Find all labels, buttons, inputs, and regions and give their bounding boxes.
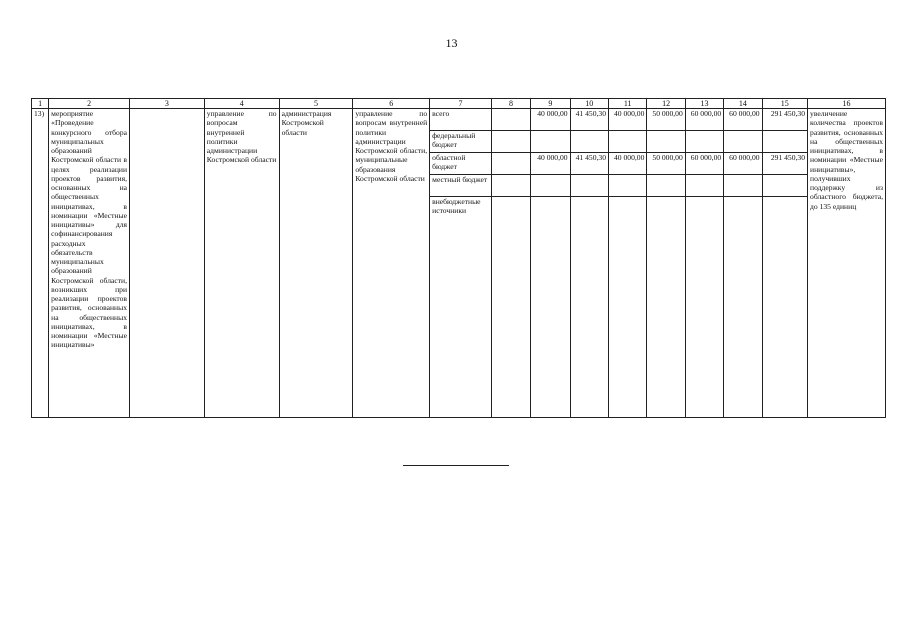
table-row [32, 109, 886, 131]
amount-cell [762, 175, 807, 197]
funding-source: внебюджетные источники [430, 197, 492, 418]
header-cell: 1 [32, 99, 49, 109]
header-cell: 14 [724, 99, 762, 109]
amount-cell [647, 131, 685, 153]
amount-cell [570, 131, 608, 153]
funding-source: федеральный бюджет [430, 131, 492, 153]
co-executor: администрация Костромской области [279, 109, 353, 418]
amount-cell: 291 450,30 [762, 109, 807, 131]
header-cell: 16 [808, 99, 886, 109]
col8-cell [491, 153, 530, 175]
amount-cell: 60 000,00 [724, 109, 762, 131]
header-cell: 2 [49, 99, 130, 109]
header-cell: 12 [647, 99, 685, 109]
funding-table [31, 98, 886, 418]
header-cell: 13 [685, 99, 723, 109]
amount-cell [531, 131, 570, 153]
col3-cell [130, 109, 205, 418]
header-cell: 6 [353, 99, 430, 109]
amount-cell: 291 450,30 [762, 153, 807, 175]
amount-cell: 40 000,00 [531, 153, 570, 175]
amount-cell [647, 175, 685, 197]
header-cell: 4 [204, 99, 279, 109]
expected-result: увеличение количества проектов развития, основанных на общественных инициативах, в номинации «Местные инициативы», получивших поддержку из областного бюджета, до 135 единиц [808, 109, 886, 418]
amount-cell: 41 450,30 [570, 153, 608, 175]
amount-cell [685, 175, 723, 197]
header-cell: 10 [570, 99, 608, 109]
amount-cell: 50 000,00 [647, 109, 685, 131]
col8-cell [491, 197, 530, 418]
amount-cell [570, 175, 608, 197]
amount-cell [608, 197, 646, 418]
row-number: 13) [32, 109, 49, 418]
funds-recipient: управление по вопросам внутренней политики администрации Костромской области, муниципальные образования Костромской области [353, 109, 430, 418]
amount-cell: 60 000,00 [685, 153, 723, 175]
col8-cell [491, 175, 530, 197]
header-cell: 5 [279, 99, 353, 109]
amount-cell: 40 000,00 [608, 153, 646, 175]
amount-cell: 60 000,00 [724, 153, 762, 175]
amount-cell: 50 000,00 [647, 153, 685, 175]
amount-cell [724, 175, 762, 197]
amount-cell [647, 197, 685, 418]
amount-cell [531, 175, 570, 197]
amount-cell [608, 131, 646, 153]
header-cell: 3 [130, 99, 205, 109]
funding-source: всего [430, 109, 492, 131]
amount-cell [570, 197, 608, 418]
header-cell: 15 [762, 99, 807, 109]
col8-cell [491, 109, 530, 131]
amount-cell [608, 175, 646, 197]
amount-cell [724, 197, 762, 418]
amount-cell [685, 131, 723, 153]
responsible-executor: управление по вопросам внутренней политики администрации Костромской области [204, 109, 279, 418]
amount-cell [762, 197, 807, 418]
amount-cell: 60 000,00 [685, 109, 723, 131]
amount-cell: 40 000,00 [608, 109, 646, 131]
funding-source: местный бюджет [430, 175, 492, 197]
amount-cell [531, 197, 570, 418]
amount-cell: 41 450,30 [570, 109, 608, 131]
header-cell: 8 [491, 99, 530, 109]
funding-source: областной бюджет [430, 153, 492, 175]
closing-line [403, 465, 509, 466]
col8-cell [491, 131, 530, 153]
header-row [32, 99, 886, 109]
page-number: 13 [445, 36, 458, 50]
header-cell: 11 [608, 99, 646, 109]
amount-cell: 40 000,00 [531, 109, 570, 131]
amount-cell [685, 197, 723, 418]
header-cell: 7 [430, 99, 492, 109]
activity-name: мероприятие «Проведение конкурсного отбора муниципальных образований Костромской области в целях реализации проектов развития, основанных на общественных инициативах, в номинации «Местные инициативы» для софинансирования расходных обязательств муниципальных образований Костромской области, возникших при реализации проектов развития, основанных на общественных инициативах, в номинации «Местные инициативы» [49, 109, 130, 418]
header-cell: 9 [531, 99, 570, 109]
amount-cell [762, 131, 807, 153]
amount-cell [724, 131, 762, 153]
